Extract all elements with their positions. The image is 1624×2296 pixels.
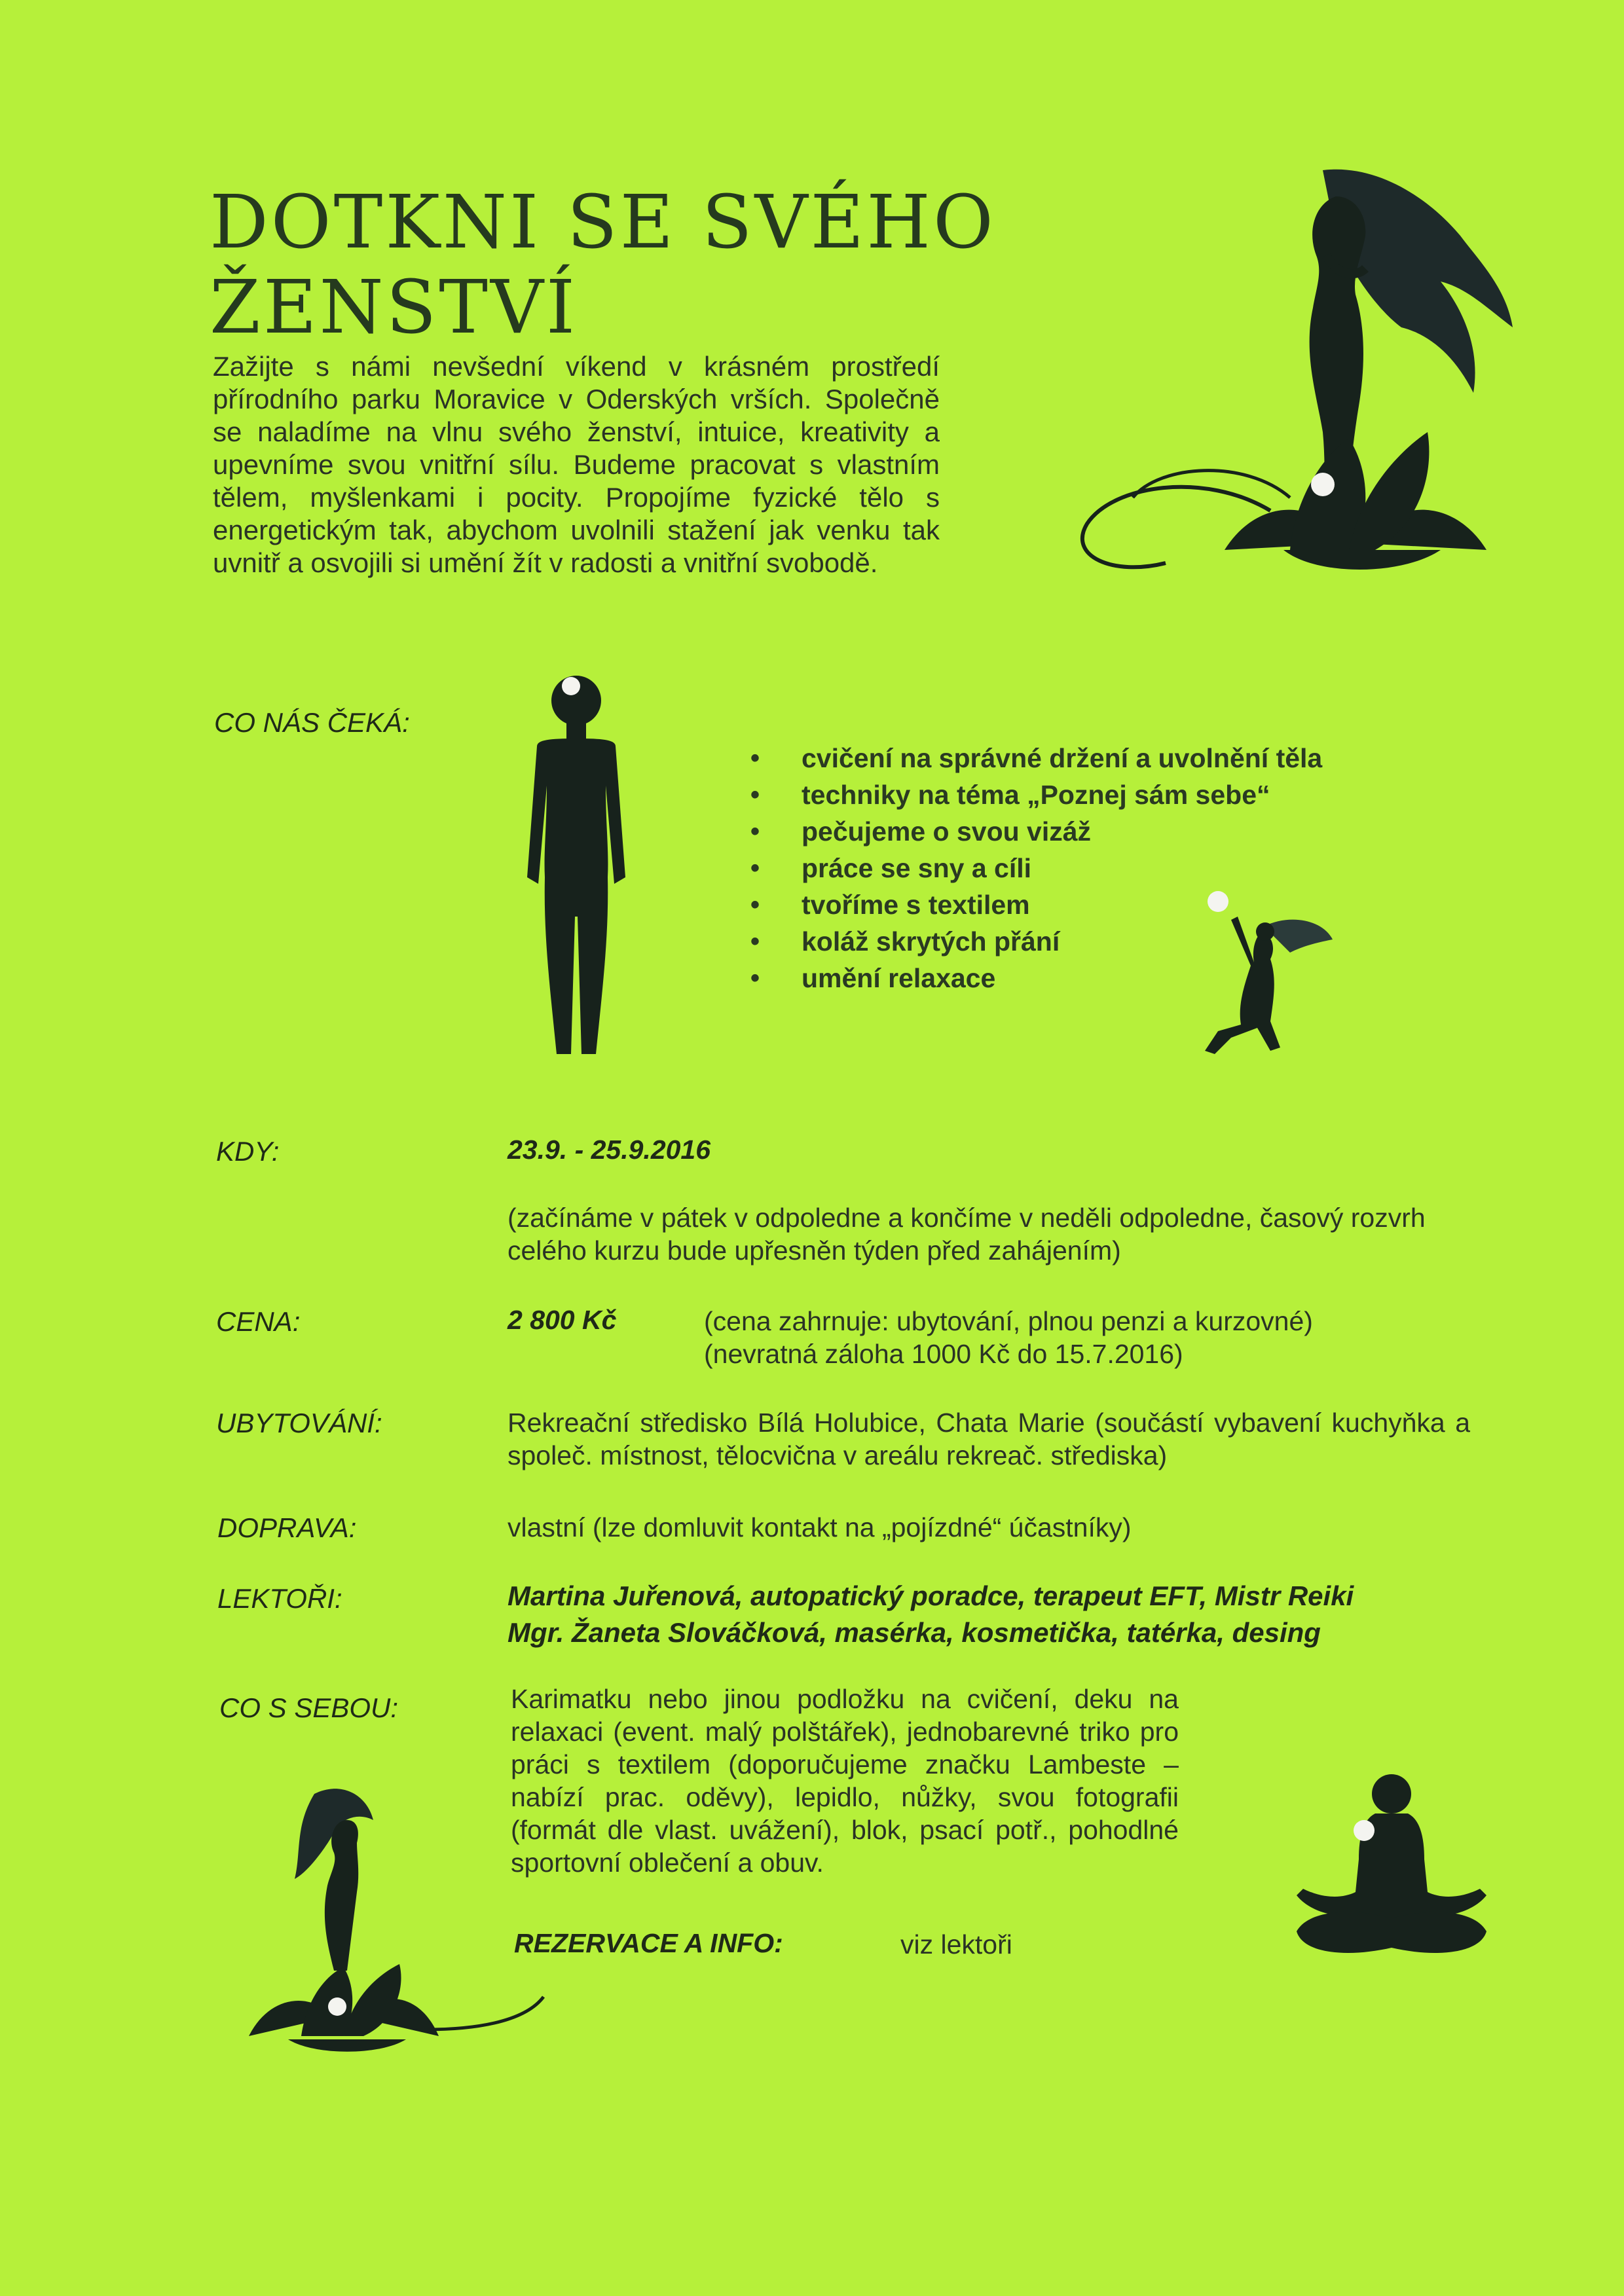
bring-label: CO S SEBOU: [219,1692,399,1723]
when-label: KDY: [216,1136,280,1167]
page-title: DOTKNI SE SVÉHO ŽENSTVÍ [210,180,996,350]
lector-1: Martina Juřenová, autopatický poradce, terapeut EFT, Mistr Reiki [507,1580,1354,1611]
list-item: • pečujeme o svou vizáž [747,813,1401,850]
price-label: CENA: [216,1306,301,1337]
list-item: • koláž skrytých přání [747,923,1401,960]
list-item: • techniky na téma „Poznej sám sebe“ [747,776,1401,813]
list-item: • tvoříme s textilem [747,886,1401,923]
when-note: (začínáme v pátek v odpoledne a končíme v neděli odpoledne, časový rozvrh celého kurzu bude upřesněn týden před zahájením) [507,1203,1426,1266]
price-note-1: (cena zahrnuje: ubytování, plnou penzi a kurzovné) [704,1306,1313,1336]
lector-2: Mgr. Žaneta Slováčková, masérka, kosmetička, tatérka, desing [507,1617,1321,1648]
reservation-label: REZERVACE A INFO: [514,1928,783,1958]
list-item: • cvičení na správné držení a uvolnění těla [747,740,1401,776]
meditation-illustration [1283,1768,1500,1964]
reservation-text: viz lektoři [900,1929,1012,1959]
accommodation-text: Rekreační středisko Bílá Holubice, Chata Marie (součástí vybavení kuchyňka a společ. místnost, tělocvična v areálu rekreač. střediska) [507,1408,1470,1470]
list-item: • umění relaxace [747,960,1401,996]
list-item: • práce se sny a cíli [747,850,1401,886]
human-silhouette-illustration [498,661,655,1067]
transport-label: DOPRAVA: [217,1512,357,1543]
when-date: 23.9. - 25.9.2016 [507,1135,711,1165]
price-note-2: (nevratná záloha 1000 Kč do 15.7.2016) [704,1339,1183,1369]
transport-text: vlastní (lze domluvit kontakt na „pojízdné“ účastníky) [507,1512,1132,1542]
lectors-label: LEKTOŘI: [217,1583,342,1614]
small-fairy-illustration [1192,881,1342,1077]
price-amount: 2 800 Kč [507,1305,617,1335]
intro-paragraph: Zažijte s námi nevšední víkend v krásném prostředí přírodního parku Moravice v Oderských vrších. Společně se naladíme na vlnu svého ženství, intuice, kreativity a upevníme svou vnitřní sílu. Budeme pracovat s vlastním tělem, myšlenkami i pocity. Propojíme fyzické tělo s energetickým tak, abychom uvolnili stažení jak venku tak uvnitř a osvojili si umění žít v radosti a vnitřní svobodě. [213,351,940,578]
fairy-lotus-illustration [1008,157,1519,589]
program-label: CO NÁS ČEKÁ: [214,707,410,738]
accommodation-label: UBYTOVÁNÍ: [216,1408,382,1438]
bring-text: Karimatku nebo jinou podložku na cvičení, deku na relaxaci (event. malý polštářek), jednobarevné triko pro práci s textilem (doporučujeme značku Lambeste – nabízí prac. oděvy), lepidlo, nůžky, svou fotografii (formát dle vlast. uvážení), blok, psací potř., pohodlné sportovní oblečení a obuv. [511,1684,1179,1878]
fairy-lotus-illustration-small [223,1781,563,2056]
